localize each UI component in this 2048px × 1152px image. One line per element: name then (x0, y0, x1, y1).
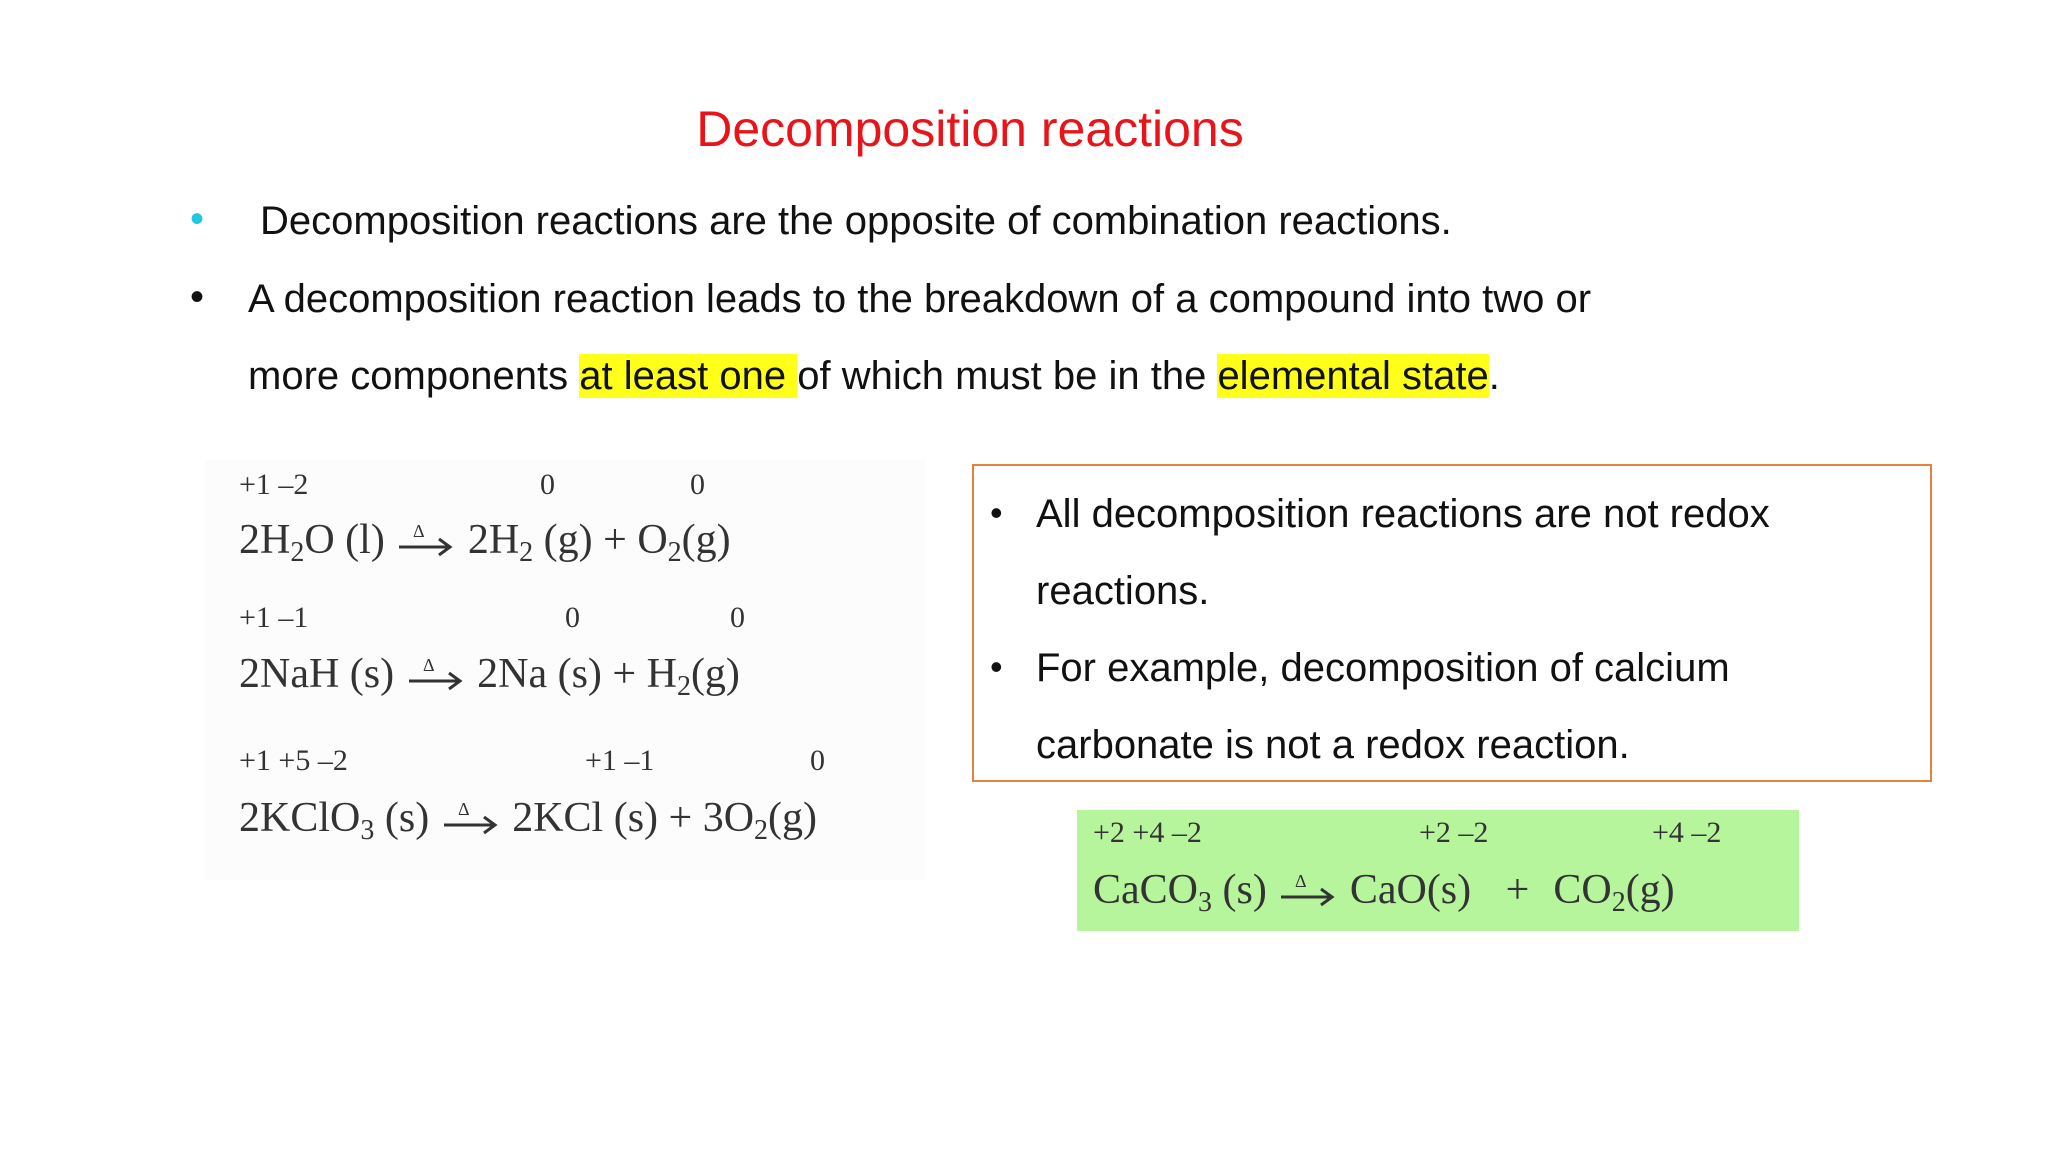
note-line-2: reactions. (1036, 569, 1210, 613)
bullet-icon: • (190, 275, 205, 319)
highlight-at-least-one: at least one (579, 354, 798, 398)
highlight-elemental-state: elemental state (1217, 354, 1489, 398)
slide-title: Decomposition reactions (696, 101, 1244, 157)
oxidation-states: +1 –1 (239, 601, 309, 634)
oxidation-states: 0 (730, 601, 745, 634)
equations-figure (205, 460, 925, 880)
delta-label: Δ (1295, 873, 1307, 892)
bullet-icon: • (990, 646, 1003, 687)
oxidation-states: +1 –1 (585, 744, 655, 777)
oxidation-states: 0 (690, 468, 705, 501)
bullet-text-2-line2: more components at least one of which must be in the elemental state. (248, 354, 1500, 398)
note-box (972, 464, 1932, 782)
calcium-carbonate-equation-panel (1077, 810, 1799, 931)
oxidation-states: +2 –2 (1419, 816, 1489, 849)
oxidation-states: +1 –2 (239, 468, 309, 501)
equation-calcium-carbonate: CaCO$_3$ (s) Δ $CaO(s) + CO_2(g)$ (1093, 867, 1675, 918)
oxidation-states: 0 (810, 744, 825, 777)
bullet-text-1: Decomposition reactions are the opposite of combination reactions. (260, 199, 1452, 243)
delta-label: Δ (413, 523, 425, 542)
note-line-4: carbonate is not a redox reaction. (1036, 723, 1630, 767)
oxidation-states: +4 –2 (1652, 816, 1722, 849)
note-line-1: All decomposition reactions are not redox (1036, 492, 1770, 536)
delta-label: Δ (422, 657, 435, 676)
oxidation-states: +1 +5 –2 (239, 744, 348, 777)
heat-arrow-icon (440, 801, 502, 841)
bullet-text-2-line1: A decomposition reaction leads to the breakdown of a compound into two or (248, 277, 1592, 321)
oxidation-states: 0 (540, 468, 555, 501)
equation-sodium-hydride: 2NaH (s) Δ 2Na $(s) + H_2(g)$ (239, 651, 740, 702)
bullet-icon: • (190, 197, 205, 241)
bullet-icon: • (990, 492, 1003, 533)
equation-potassium-chlorate: 2KClO$_3$ (s) Δ 2KCl $(s) + 3O_2(g)$ (239, 795, 818, 846)
note-line-3: For example, decomposition of calcium (1036, 646, 1730, 690)
oxidation-states: 0 (565, 601, 580, 634)
oxidation-states: +2 +4 –2 (1093, 816, 1202, 849)
equation-water: $2H_2O$ (l) Δ $2H_2$ $(g) + O_2(g)$ (239, 517, 731, 568)
heat-arrow-icon (395, 523, 457, 563)
delta-label: Δ (457, 801, 470, 820)
heat-arrow-icon (1277, 873, 1339, 913)
heat-arrow-icon (405, 657, 467, 697)
